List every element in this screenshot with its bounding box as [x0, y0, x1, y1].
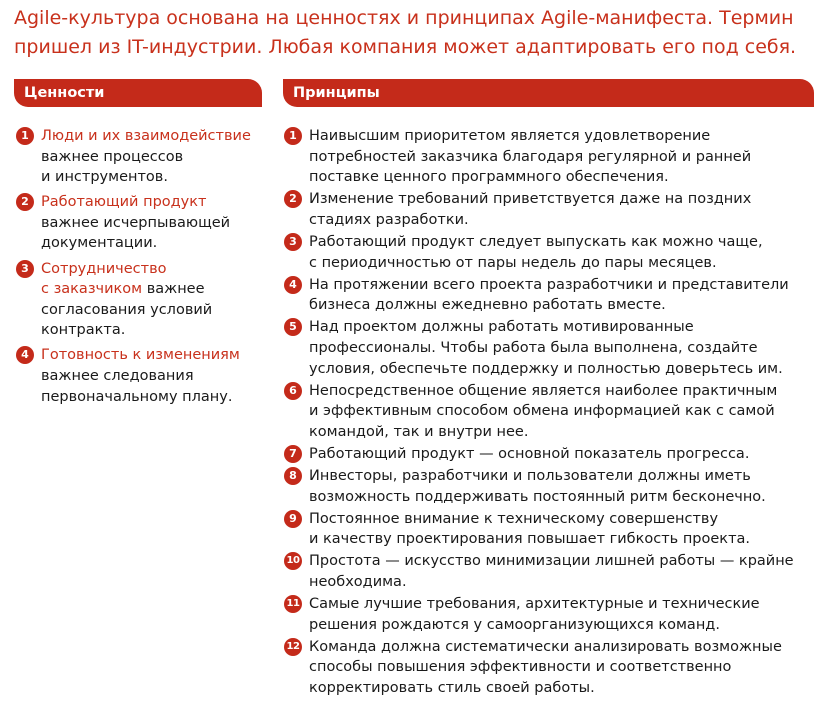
principle-item: [284, 509, 814, 550]
principle-text: Над проектом должны работать мотивированные профессионалы. Чтобы работа была выполнена, создайте условия, обеспечьте поддержку и полностью доверьтесь им.: [309, 319, 783, 377]
number-badge: 11: [284, 595, 302, 613]
number-badge: 7: [284, 445, 302, 463]
values-header: Ценности: [14, 79, 262, 107]
number-badge: 6: [284, 382, 302, 400]
number-badge: 3: [16, 260, 34, 278]
value-title: Готовность к изменениям: [41, 347, 240, 364]
value-item: [16, 259, 266, 341]
value-title: Работающий продукт: [41, 194, 207, 211]
value-title: Люди и их взаимодействие: [41, 128, 251, 144]
principle-item: [284, 551, 814, 592]
principle-text: Постоянное внимание к техническому совершенству и качеству проектирования повышает гибкость проекта.: [309, 510, 751, 548]
number-badge: 3: [284, 233, 302, 251]
value-description: важнее исчерпывающей документации.: [41, 214, 231, 252]
principle-text: Простота — искусство минимизации лишней работы — крайне необходима.: [309, 553, 794, 590]
principle-text: Непосредственное общение является наиболее практичным и эффективным способом обмена информацией как с самой командой, так и внутри нее.: [309, 382, 778, 440]
principle-text: Инвесторы, разработчики и пользователи должны иметь возможность поддерживать постоянный ритм бесконечно.: [309, 468, 766, 505]
principles-list: [284, 126, 814, 700]
principle-text: Самые лучшие требования, архитектурные и технические решения рождаются у самоорганизующихся команд.: [309, 596, 760, 633]
principle-item: [284, 275, 814, 316]
principle-item: [284, 444, 814, 465]
number-badge: 10: [284, 552, 302, 570]
principle-item: [284, 381, 814, 443]
number-badge: 2: [16, 193, 34, 211]
number-badge: 1: [16, 127, 34, 145]
principle-text: Наивысшим приоритетом является удовлетворение потребностей заказчика благодаря регулярной и ранней поставке ценного программного обеспечения.: [309, 128, 752, 186]
principle-text: Команда должна систематически анализировать возможные способы повышения эффективности и соответственно корректировать стиль своей работы.: [309, 638, 782, 696]
principle-item: [284, 126, 814, 188]
principle-item: [284, 232, 814, 273]
number-badge: 1: [284, 127, 302, 145]
principle-text: Работающий продукт — основной показатель прогресса.: [309, 445, 750, 462]
value-item: [16, 126, 266, 188]
principle-item: [284, 594, 814, 635]
principle-item: [284, 317, 814, 379]
principle-item: [284, 466, 814, 507]
principle-item: [284, 637, 814, 699]
number-badge: 8: [284, 467, 302, 485]
principles-header: Принципы: [283, 79, 814, 107]
value-title: Сотрудничество с заказчиком: [41, 260, 167, 298]
value-description: важнее следования первоначальному плану.: [41, 368, 233, 405]
number-badge: 9: [284, 510, 302, 528]
principle-text: На протяжении всего проекта разработчики и представители бизнеса должны ежедневно работать вместе.: [309, 276, 789, 314]
intro-text: Agile-культура основана на ценностях и принципах Agile-манифеста. Термин пришел из IT-индустрии. Любая компания может адаптировать его под себя.: [14, 7, 797, 58]
value-description: важнее процессов и инструментов.: [41, 148, 184, 186]
value-item: [16, 345, 266, 407]
number-badge: 4: [284, 276, 302, 294]
number-badge: 4: [16, 346, 34, 364]
principle-item: [284, 189, 814, 230]
value-description: важнее согласования условий контракта.: [41, 281, 213, 339]
values-list: [16, 126, 266, 412]
principle-text: Изменение требований приветствуется даже на поздних стадиях разработки.: [309, 191, 752, 228]
number-badge: 2: [284, 190, 302, 208]
value-item: [16, 192, 266, 254]
number-badge: 12: [284, 638, 302, 656]
number-badge: 5: [284, 318, 302, 336]
principle-text: Работающий продукт следует выпускать как можно чаще, с периодичностью от пары недель до пары месяцев.: [309, 233, 763, 271]
